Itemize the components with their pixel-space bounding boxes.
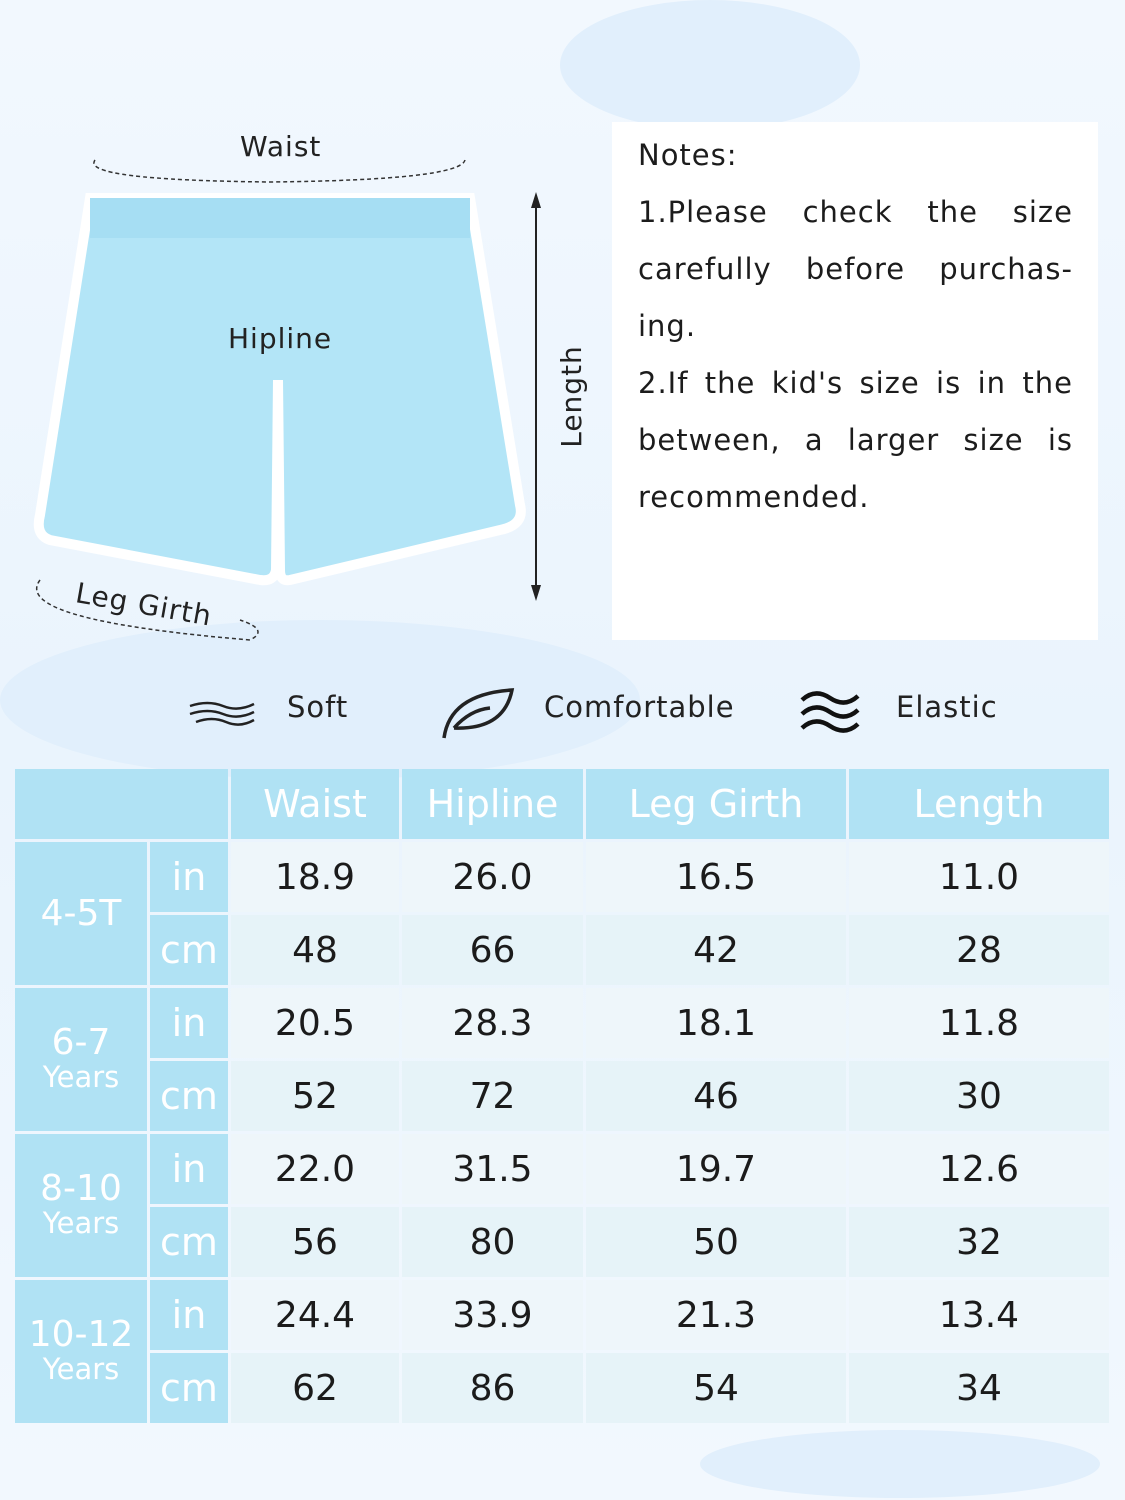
table-cell: 42 bbox=[586, 915, 846, 985]
size-label bbox=[15, 988, 147, 1131]
header-waist: Waist bbox=[231, 769, 399, 839]
table-row bbox=[15, 842, 1109, 912]
table-cell: 13.4 bbox=[849, 1280, 1109, 1350]
table-cell: 18.1 bbox=[586, 988, 846, 1058]
unit-label: cm bbox=[150, 1207, 228, 1277]
note-2: 2.If the kid's size is in the between, a larger size is recommended. bbox=[638, 366, 1073, 514]
table-cell: 16.5 bbox=[586, 842, 846, 912]
wave-icon bbox=[800, 688, 860, 738]
size-name: 6-7 bbox=[51, 1021, 111, 1063]
hipline-label: Hipline bbox=[228, 322, 333, 355]
table-row bbox=[15, 1134, 1109, 1204]
table-cell: 52 bbox=[231, 1061, 399, 1131]
table-cell: 28 bbox=[849, 915, 1109, 985]
table-cell: 66 bbox=[402, 915, 583, 985]
unit-label: cm bbox=[150, 915, 228, 985]
size-name: 4-5T bbox=[40, 892, 122, 934]
waist-label: Waist bbox=[240, 130, 322, 163]
table-cell: 24.4 bbox=[231, 1280, 399, 1350]
unit-label: in bbox=[150, 988, 228, 1058]
size-label bbox=[15, 1134, 147, 1277]
leaf-icon bbox=[440, 686, 516, 742]
table-row bbox=[15, 1280, 1109, 1350]
feature-soft: Soft bbox=[287, 690, 349, 724]
table-cell: 22.0 bbox=[231, 1134, 399, 1204]
table-cell: 46 bbox=[586, 1061, 846, 1131]
table-cell: 32 bbox=[849, 1207, 1109, 1277]
table-cell: 48 bbox=[231, 915, 399, 985]
background-cloud bbox=[700, 1430, 1100, 1498]
notes-title: Notes: bbox=[638, 138, 738, 172]
table-cell: 56 bbox=[231, 1207, 399, 1277]
table-cell: 54 bbox=[586, 1353, 846, 1423]
table-row bbox=[15, 988, 1109, 1058]
size-suffix: Years bbox=[42, 1205, 120, 1240]
unit-label: in bbox=[150, 1280, 228, 1350]
table-cell: 72 bbox=[402, 1061, 583, 1131]
table-cell: 11.8 bbox=[849, 988, 1109, 1058]
unit-label: cm bbox=[150, 1353, 228, 1423]
table-cell: 28.3 bbox=[402, 988, 583, 1058]
leg-girth-label: Leg Girth bbox=[73, 576, 215, 633]
note-1: 1.Please check the size carefully before purchas-ing. bbox=[638, 195, 1073, 343]
table-cell: 50 bbox=[586, 1207, 846, 1277]
header-length: Length bbox=[849, 769, 1109, 839]
table-row bbox=[15, 1353, 1109, 1423]
table-cell: 21.3 bbox=[586, 1280, 846, 1350]
table-cell: 30 bbox=[849, 1061, 1109, 1131]
size-name: 10-12 bbox=[28, 1313, 134, 1355]
notes-panel bbox=[612, 122, 1098, 640]
table-cell: 80 bbox=[402, 1207, 583, 1277]
table-row bbox=[15, 1207, 1109, 1277]
size-suffix: Years bbox=[42, 1059, 120, 1094]
size-suffix: Years bbox=[42, 1351, 120, 1386]
unit-label: cm bbox=[150, 1061, 228, 1131]
feature-elastic: Elastic bbox=[896, 690, 998, 724]
size-chart-table bbox=[12, 766, 1112, 1426]
table-cell: 19.7 bbox=[586, 1134, 846, 1204]
table-row bbox=[15, 1061, 1109, 1131]
table-cell: 18.9 bbox=[231, 842, 399, 912]
length-label: Length bbox=[554, 345, 588, 448]
header-corner bbox=[15, 769, 228, 839]
header-hipline: Hipline bbox=[402, 769, 583, 839]
table-cell: 34 bbox=[849, 1353, 1109, 1423]
table-cell: 62 bbox=[231, 1353, 399, 1423]
table-cell: 86 bbox=[402, 1353, 583, 1423]
unit-label: in bbox=[150, 842, 228, 912]
feature-comfortable: Comfortable bbox=[544, 690, 735, 724]
size-name: 8-10 bbox=[40, 1167, 122, 1209]
table-cell: 26.0 bbox=[402, 842, 583, 912]
size-label bbox=[15, 842, 147, 985]
unit-label: in bbox=[150, 1134, 228, 1204]
table-row bbox=[15, 915, 1109, 985]
background-cloud bbox=[560, 0, 860, 130]
wind-lines-icon bbox=[188, 698, 258, 728]
size-label bbox=[15, 1280, 147, 1423]
header-leg-girth: Leg Girth bbox=[586, 769, 846, 839]
table-cell: 11.0 bbox=[849, 842, 1109, 912]
table-cell: 33.9 bbox=[402, 1280, 583, 1350]
table-cell: 31.5 bbox=[402, 1134, 583, 1204]
header-row bbox=[15, 769, 1109, 839]
table-cell: 20.5 bbox=[231, 988, 399, 1058]
table-cell: 12.6 bbox=[849, 1134, 1109, 1204]
